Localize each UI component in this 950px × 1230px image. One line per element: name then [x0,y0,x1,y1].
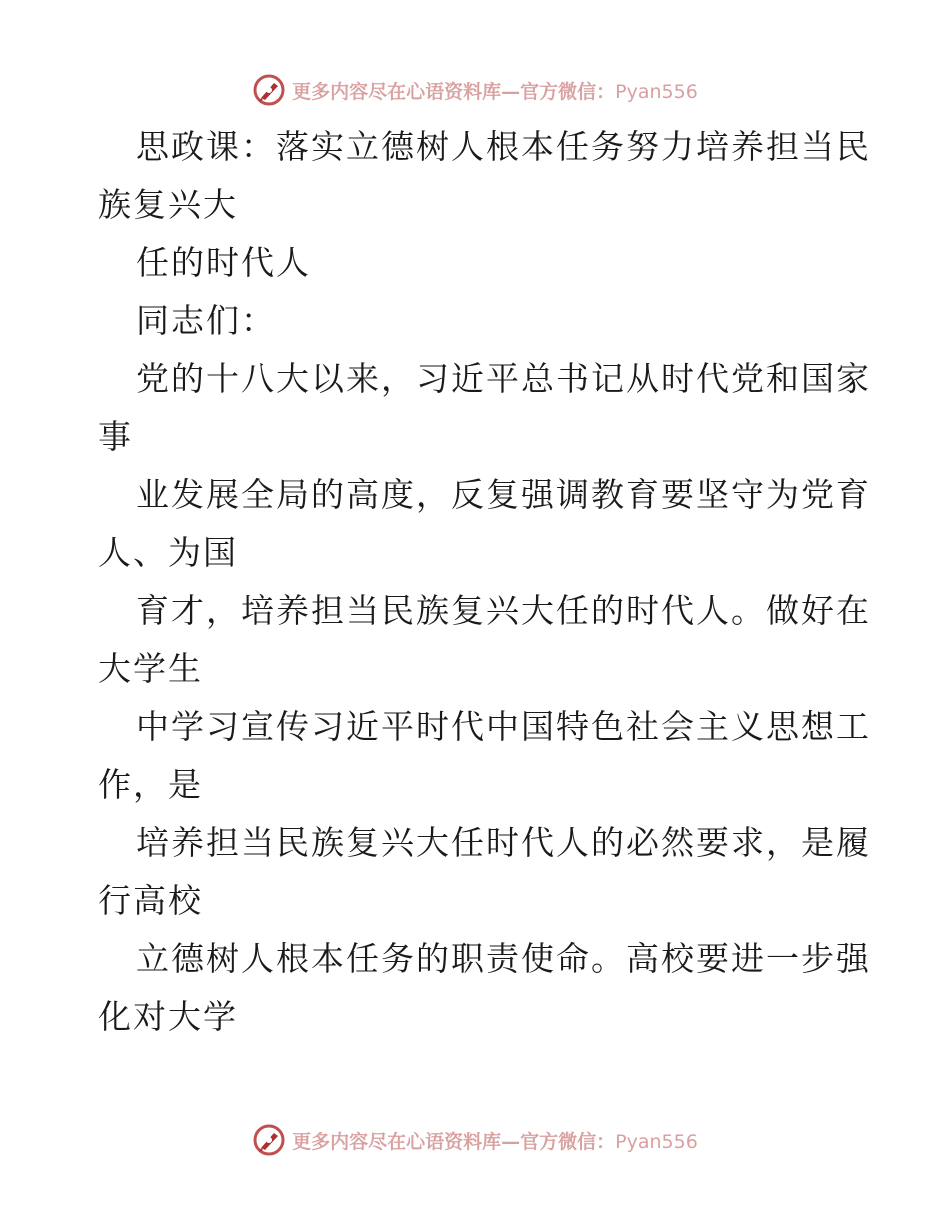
text-line: 任的时代人 [136,243,311,282]
text-line: 事 [98,417,133,456]
pen-logo-icon [252,73,286,107]
text-line: 大学生 [98,649,203,688]
text-line: 行高校 [98,881,203,920]
text-line: 思政课：落实立德树人根本任务努力培养担当民 [136,127,871,166]
watermark-text: 更多内容尽在心语资料库—官方微信：Pyan556 [292,1130,698,1153]
text-line: 育才，培养担当民族复兴大任的时代人。做好在 [136,591,871,630]
text-line: 中学习宣传习近平时代中国特色社会主义思想工 [136,707,871,746]
document-body [98,118,871,1046]
text-line: 化对大学 [98,997,238,1036]
text-line: 培养担当民族复兴大任时代人的必然要求，是履 [136,823,871,862]
header-watermark [0,70,950,110]
text-line: 同志们： [136,301,276,340]
footer-watermark [0,1120,950,1160]
text-line: 人、为国 [98,533,238,572]
text-line: 立德树人根本任务的职责使命。高校要进一步强 [136,939,871,978]
text-line: 业发展全局的高度，反复强调教育要坚守为党育 [136,475,871,514]
pen-logo-icon [252,1123,286,1157]
text-line: 作，是 [98,765,203,804]
watermark-text: 更多内容尽在心语资料库—官方微信：Pyan556 [292,80,698,103]
text-line: 族复兴大 [98,185,238,224]
text-line: 党的十八大以来，习近平总书记从时代党和国家 [136,359,871,398]
